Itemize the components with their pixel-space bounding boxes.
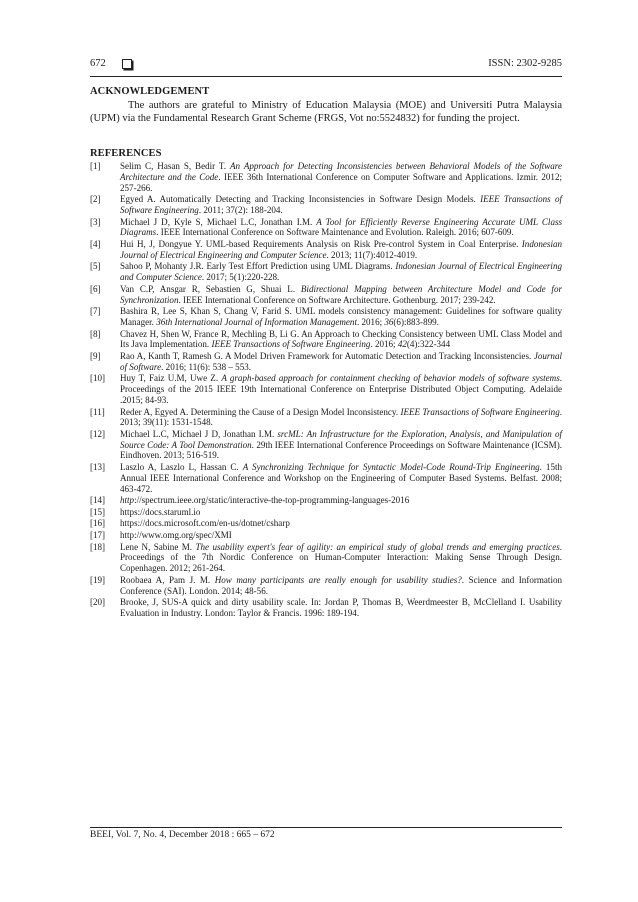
reference-text: Egyed A. Automatically Detecting and Tracking Inconsistencies in Software Design Models. xyxy=(120,194,481,205)
reference-text: Brooke, J, SUS-A quick and dirty usability scale. In: Jordan P, Thomas B, Weerdmeester B, McClelland I. Usability Evaluation in Industry. London: Taylor & Francis. 1996: 189-194. xyxy=(120,597,562,619)
reference-italic-text: Bidirectional Mapping between Architecture Model and Code for Synchronization xyxy=(120,283,562,305)
reference-number: [7] xyxy=(90,306,101,317)
reference-item xyxy=(90,495,562,506)
reference-item xyxy=(90,462,562,494)
reference-text: . Proceedings of the 2015 IEEE 19th International Conference on Enterprise Distributed Object Computing. Adelaide .2015; 84-93. xyxy=(120,373,563,405)
reference-item xyxy=(90,329,562,351)
reference-text: . Proceedings of the 7th Nordic Conference on Human-Computer Interaction: Making Sense Through Design. Copenhagen. 2012; 261-264. xyxy=(120,541,563,574)
acknowledgement-section xyxy=(90,86,562,125)
reference-text: Lene N, Sabine M. xyxy=(120,541,196,552)
acknowledgement-title: ACKNOWLEDGEMENT xyxy=(90,86,210,97)
reference-item xyxy=(90,194,562,216)
reference-number: [20] xyxy=(90,597,106,608)
reference-text: Van C.P, Ansgar R, Sebastien G, Shuai L. xyxy=(120,283,301,294)
reference-text: . IEEE 36th International Conference on Computer Software and Applications. Izmir. 2012; 257-266. xyxy=(120,171,562,193)
reference-number: [16] xyxy=(90,518,106,529)
header-rule xyxy=(90,76,562,77)
reference-italic-text: The usability expert's fear of agility: an empirical study of global trends and emerging practices xyxy=(195,541,560,552)
reference-italic-text: A Synchronizing Technique for Syntactic Model-Code Round-Trip Engineering xyxy=(242,462,540,473)
reference-number: [19] xyxy=(90,574,106,585)
reference-text: . 2016; xyxy=(356,316,385,327)
reference-text: . Science and Information Conference (SAI). London. 2014; 48-56. xyxy=(120,574,562,596)
reference-list xyxy=(90,161,562,619)
reference-text: . 2016; 11(6): 538 – 553. xyxy=(161,361,252,372)
reference-text: Huy T, Faiz U.M, Uwe Z. xyxy=(120,373,222,384)
reference-italic-text: srcML: An Infrastructure for the Exploration, Analysis, and Manipulation of Source Code: A Tool Demonstration xyxy=(120,428,562,450)
reference-italic-text: An Approach for Detecting Inconsistencies between Behavioral Models of the Software Architecture and the Code xyxy=(120,161,562,182)
reference-text: . IEEE International Conference on Software Maintenance and Evolution. Raleigh. 2016; 607-609. xyxy=(156,227,514,238)
reference-text: . 2011; 37(2): 188-204. xyxy=(198,204,283,215)
reference-text: Hui H, J, Dongyue Y. UML-based Requirements Analysis on Risk Pre-control System in Coal Enterprise. xyxy=(120,238,522,249)
reference-italic-text: Journal of Software xyxy=(120,350,562,372)
reference-text: Rao A, Kanth T, Ramesh G. A Model Driven Framework for Automatic Detection and Tracking Inconsistencies. xyxy=(120,350,534,361)
reference-item xyxy=(90,284,562,306)
reference-text: Reder A, Egyed A. Determining the Cause of a Design Model Inconsistency. xyxy=(120,406,401,417)
reference-text: http://www.omg.org/spec/XMI xyxy=(120,530,232,541)
reference-number: [18] xyxy=(90,541,106,552)
reference-italic-text: 42 xyxy=(397,339,407,350)
reference-number: [8] xyxy=(90,328,101,339)
reference-item xyxy=(90,161,562,193)
reference-number: [11] xyxy=(90,406,105,417)
reference-item xyxy=(90,373,562,405)
reference-italic-text: IEEE Transactions of Software Engineering xyxy=(120,194,562,215)
reference-text: https://docs.staruml.io xyxy=(120,506,201,517)
reference-number: [10] xyxy=(90,373,106,384)
reference-item xyxy=(90,518,562,529)
reference-text: Chavez H, Shen W, France R, Mechling B, Li G. An Approach to Checking Consistency between UML Class Model and Its Java Implementation. xyxy=(120,328,562,350)
reference-italic-text: http xyxy=(120,495,135,506)
reference-item xyxy=(90,542,562,574)
reference-italic-text: 36th International Journal of Information Management xyxy=(156,316,357,327)
reference-number: [17] xyxy=(90,530,106,541)
reference-text: . IEEE International Conference on Software Architecture. Gothenburg. 2017; 239-242. xyxy=(178,294,496,305)
reference-item xyxy=(90,407,562,429)
reference-italic-text: IEEE Transactions of Software Engineering xyxy=(211,339,371,350)
reference-item xyxy=(90,575,562,597)
reference-number: [3] xyxy=(90,216,101,227)
reference-item xyxy=(90,597,562,619)
reference-item xyxy=(90,239,562,261)
reference-text: Roobaea A, Pam J. M. xyxy=(120,574,215,585)
reference-item xyxy=(90,217,562,239)
reference-text: https://docs.microsoft.com/en-us/dotnet/csharp xyxy=(120,518,290,529)
reference-italic-text: Indonesian Journal of Electrical Engineering and Computer Science xyxy=(120,261,562,283)
page-number: 672 xyxy=(90,58,106,69)
references-title: REFERENCES xyxy=(90,148,162,159)
reference-number: [14] xyxy=(90,495,106,506)
page-header xyxy=(90,58,562,74)
reference-item xyxy=(90,351,562,373)
reference-item xyxy=(90,429,562,461)
reference-text: Laszlo A, Laszlo L, Hassan C. xyxy=(120,462,243,473)
reference-number: [15] xyxy=(90,506,106,517)
reference-text: . 2016; xyxy=(370,339,398,350)
acknowledgement-body: The authors are grateful to Ministry of Education Malaysia (MOE) and Universiti Putra Malaysia (UPM) via the Fundamental Research Grant Scheme (FRGS, Vot no:5524832) for funding the project. xyxy=(90,100,562,124)
reference-text: . 2013; 11(7):4012-4019. xyxy=(326,249,418,260)
reference-number: [13] xyxy=(90,462,106,473)
reference-text: . 2013; 39(11): 1531-1548. xyxy=(120,406,562,428)
reference-italic-text: 36 xyxy=(384,316,394,327)
reference-italic-text: Indonesian Journal of Electrical Engineering and Computer Science xyxy=(120,238,562,260)
reference-italic-text: A graph-based approach for containment checking of behavior models of software systems xyxy=(221,373,560,384)
reference-italic-text: A Tool for Efficiently Reverse Engineering Accurate UML Class Diagrams xyxy=(120,216,563,238)
reference-text: Michael J D, Kyle S, Michael L.C, Jonathan I.M. xyxy=(120,216,317,227)
reference-italic-text: How many participants are really enough for usability studies? xyxy=(214,574,462,585)
references-section xyxy=(90,148,562,620)
reference-item xyxy=(90,261,562,283)
reference-item xyxy=(90,306,562,328)
reference-number: [6] xyxy=(90,283,101,294)
reference-number: [12] xyxy=(90,428,106,439)
reference-italic-text: IEEE Transactions of Software Engineering xyxy=(400,406,560,417)
reference-text: ://spectrum.ieee.org/static/interactive-the-top-programming-languages-2016 xyxy=(134,495,410,506)
reference-number: [1] xyxy=(90,161,101,171)
footer-rule xyxy=(90,827,562,828)
reference-text: (6):883-899. xyxy=(393,316,439,327)
reference-text: Michael L.C, Michael J D, Jonathan I.M. xyxy=(120,428,278,439)
reference-text: . 29th IEEE International Conference Proceedings on Software Maintenance (ICSM). Eindhoven. 2013; 516-519. xyxy=(120,439,562,461)
page-footer: BEEI, Vol. 7, No. 4, December 2018 : 665 – 672 xyxy=(90,830,275,840)
issn-label: ISSN: 2302-9285 xyxy=(488,58,562,69)
reference-text: Sahoo P, Mohanty J.R. Early Test Effort Prediction using UML Diagrams. xyxy=(120,261,396,272)
reference-text: (4):322-344 xyxy=(406,339,451,350)
reference-number: [9] xyxy=(90,350,101,361)
reference-item xyxy=(90,530,562,541)
reference-text: . 15th Annual IEEE International Conference and Workshop on the Engineering of Computer Based Systems. Belfast. 2008; 463-472. xyxy=(120,462,563,494)
reference-number: [4] xyxy=(90,238,101,249)
reference-number: [5] xyxy=(90,261,101,272)
box-glyph-icon xyxy=(122,59,132,69)
reference-text: Bashira R, Lee S, Khan S, Chang V, Farid S. UML models consistency management: Guidelines for software quality Manager. xyxy=(120,306,562,327)
reference-text: Selim C, Hasan S, Bedir T. xyxy=(120,161,230,171)
reference-item xyxy=(90,507,562,518)
reference-number: [2] xyxy=(90,194,101,205)
reference-text: . 2017; 5(1):220-228. xyxy=(201,272,280,283)
